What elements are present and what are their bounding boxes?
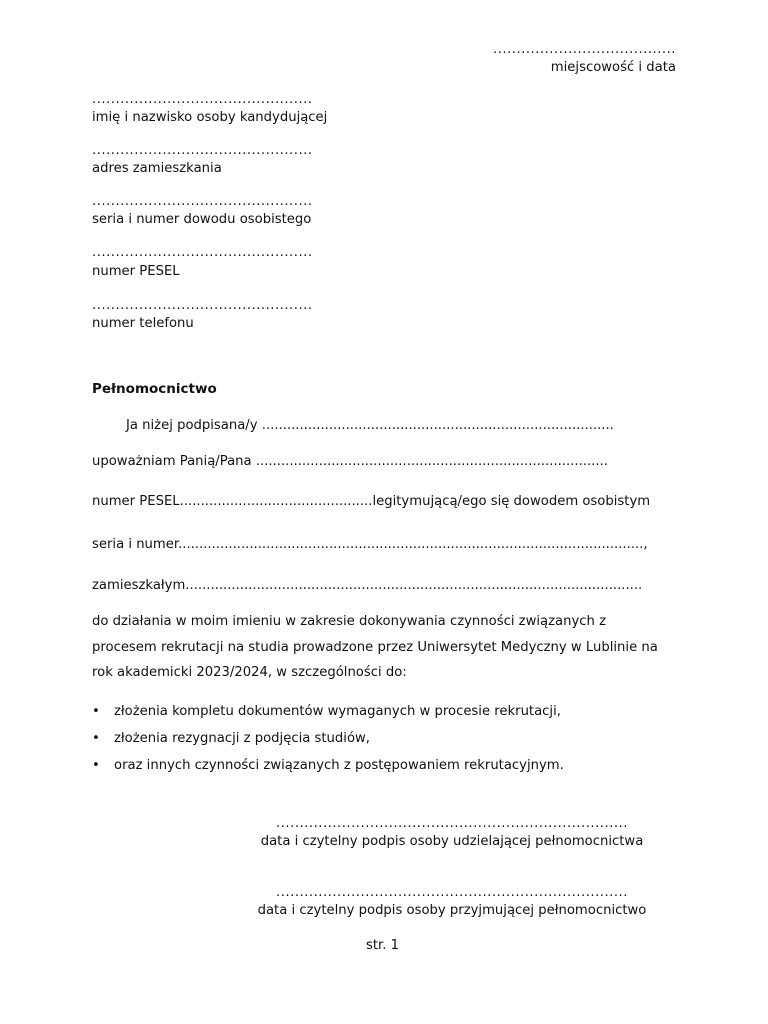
name-dots: ...............................................: [92, 92, 313, 107]
giver-signature-dots: ...........................................................................: [276, 816, 628, 831]
id-card-dots: ...............................................: [92, 194, 313, 209]
address-label: adres zamieszkania: [92, 161, 222, 176]
name-label: imię i nazwisko osoby kandydującej: [92, 110, 328, 125]
list-item-text: złożenia rezygnacji z podjęcia studiów,: [114, 731, 370, 746]
place-date-label: miejscowość i data: [550, 60, 676, 75]
giver-signature-label: data i czytelny podpis osoby udzielającej pełnomocnictwa: [260, 834, 644, 849]
receiver-signature-dots: ...........................................................................: [276, 885, 628, 900]
place-date-dots: .......................................: [493, 42, 676, 57]
body-line-authorize: upoważniam Panią/Pana ....................................................................................: [92, 454, 608, 469]
list-item-text: oraz innych czynności związanych z postępowaniem rekrutacyjnym.: [114, 758, 564, 773]
pesel-label: numer PESEL: [92, 264, 180, 279]
address-dots: ...............................................: [92, 143, 313, 158]
body-line-signer: Ja niżej podpisana/y ....................................................................................: [126, 418, 614, 433]
page-number: str. 1: [366, 938, 400, 953]
bullet-icon: •: [92, 731, 100, 746]
bullet-icon: •: [92, 704, 100, 719]
body-line-pesel: numer PESEL..............................................legitymującą/ego się dowodem osobistym: [92, 494, 651, 509]
id-card-label: seria i numer dowodu osobistego: [92, 212, 312, 227]
body-paragraph: do działania w moim imieniu w zakresie dokonywania czynności związanych z procesem rekrutacji na studia prowadzone przez Uniwersytet Medyczny w Lublinie na rok akademicki 2023/2024, w szczególności do:: [92, 614, 658, 680]
body-line-series: seria i numer...............................................................................................................,: [92, 537, 648, 552]
bullet-icon: •: [92, 758, 100, 773]
phone-dots: ...............................................: [92, 298, 313, 313]
phone-label: numer telefonu: [92, 316, 194, 331]
body-line-residence: zamieszkałym.............................................................................................................: [92, 578, 643, 593]
list-item: [92, 752, 692, 779]
pesel-dots: ...............................................: [92, 245, 313, 260]
authorization-list: [92, 698, 692, 779]
list-item: [92, 698, 692, 725]
receiver-signature-label: data i czytelny podpis osoby przyjmującej pełnomocnictwo: [257, 903, 647, 918]
list-item: [92, 725, 692, 752]
list-item-text: złożenia kompletu dokumentów wymaganych w procesie rekrutacji,: [114, 704, 561, 719]
document-title: Pełnomocnictwo: [92, 381, 217, 397]
